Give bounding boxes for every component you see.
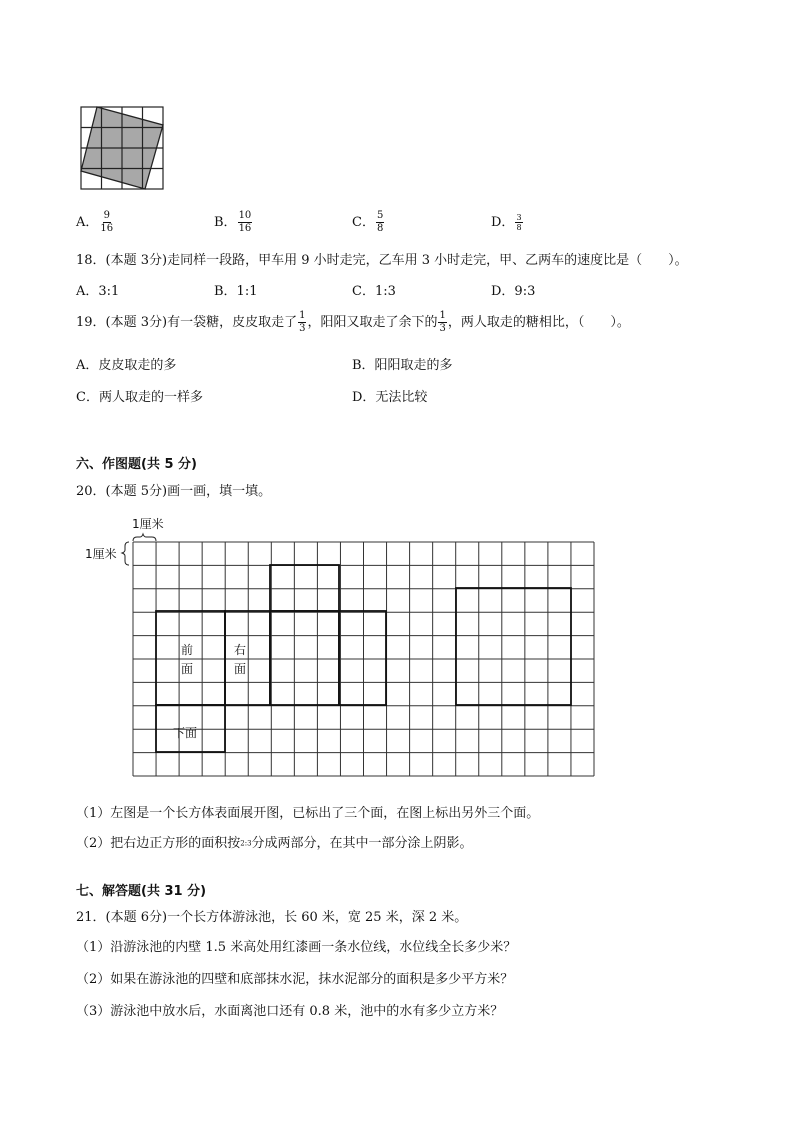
- tilted-square-figure: [79, 105, 165, 191]
- option-b[interactable]: B． $\frac{10}{16}$: [214, 210, 252, 234]
- question-21-part-1: （1）沿游泳池的内壁 1.5 米高处用红漆画一条水位线，水位线全长多少米？: [76, 940, 517, 955]
- right-face-label: 右 面: [234, 643, 247, 676]
- section-title: 七、解答题(共 31 分): [76, 884, 207, 899]
- fraction: $\frac{5}{8}$: [376, 210, 384, 234]
- fraction: $\frac{1}{3}$: [439, 310, 446, 334]
- option-c[interactable]: C．1:3: [352, 284, 396, 299]
- section-title: 六、作图题(共 5 分): [76, 457, 197, 472]
- fraction: $\frac{3}{8}$: [516, 213, 522, 232]
- option-a[interactable]: A．3:1: [76, 284, 120, 299]
- option-d[interactable]: D．无法比较: [352, 390, 428, 405]
- square-to-divide: [456, 588, 571, 705]
- question-19: 19．(本题 3分)有一袋糖，皮皮取走了 $\frac{1}{3}$ ，阳阳又取走了余下的 $\frac{1}{3}$ ，两人取走的糖相比，（ ）。: [76, 310, 630, 334]
- ratio: 2:3: [240, 839, 252, 848]
- question-20-part-2: （2）把右边正方形的面积按2:3分成两部分，在其中一部分涂上阴影。: [76, 836, 473, 851]
- option-b[interactable]: B．阳阳取走的多: [352, 358, 453, 373]
- question-21-part-2: （2）如果在游泳池的四壁和底部抹水泥，抹水泥部分的面积是多少平方米？: [76, 972, 514, 987]
- bottom-face-label: 下面: [173, 726, 198, 740]
- right-face: [225, 611, 270, 705]
- question-21: 21．(本题 6分)一个长方体游泳池，长 60 米，宽 25 米，深 2 米。: [76, 910, 468, 925]
- option-b[interactable]: B．1:1: [214, 284, 258, 299]
- scale-label-top: 1厘米: [132, 517, 164, 531]
- fraction: $\frac{10}{16}$: [238, 210, 252, 234]
- option-c[interactable]: C． $\frac{5}{8}$: [352, 210, 384, 234]
- fraction: $\frac{9}{16}$: [100, 210, 114, 234]
- question-18: 18．(本题 3分)走同样一段路，甲车用 9 小时走完，乙车用 3 小时走完，甲、乙两车的速度比是（ ）。: [76, 253, 688, 268]
- option-a[interactable]: A．皮皮取走的多: [76, 358, 177, 373]
- option-c[interactable]: C．两人取走的一样多: [76, 390, 203, 405]
- fraction: $\frac{1}{3}$: [299, 310, 306, 334]
- scale-label-left: 1厘米: [85, 547, 117, 561]
- option-a[interactable]: A． $\frac{9}{16}$: [76, 210, 114, 234]
- question-21-part-3: （3）游泳池中放水后，水面离池口还有 0.8 米，池中的水有多少立方米？: [76, 1004, 504, 1019]
- question-20: 20．(本题 5分)画一画，填一填。: [76, 484, 272, 499]
- option-d[interactable]: D． $\frac{3}{8}$: [491, 213, 522, 232]
- option-d[interactable]: D．9:3: [491, 284, 536, 299]
- question-20-part-1: （1）左图是一个长方体表面展开图，已标出了三个面，在图上标出另外三个面。: [76, 806, 540, 821]
- front-face-label: 前 面: [181, 643, 194, 676]
